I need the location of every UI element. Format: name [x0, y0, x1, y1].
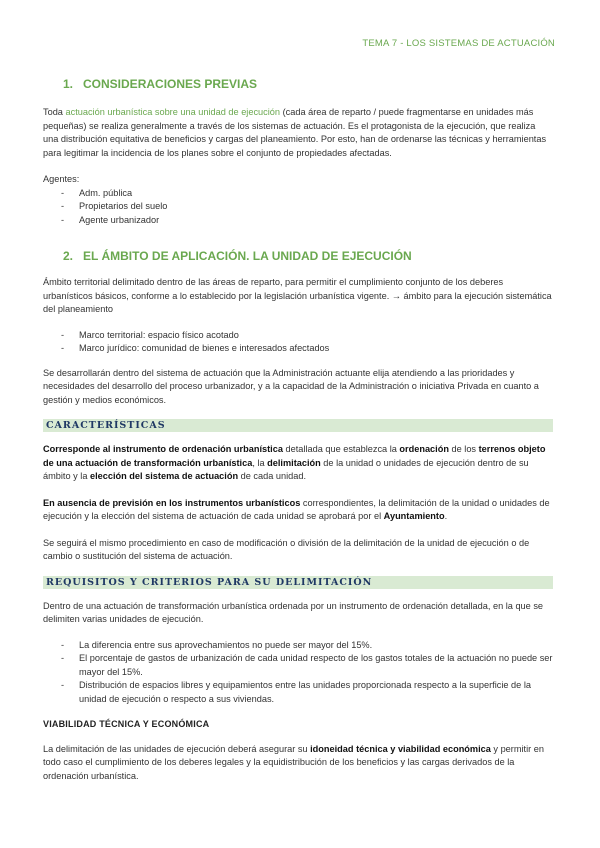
section-2-number: 2.	[63, 249, 74, 263]
list-item	[43, 200, 553, 214]
dash-mark: -	[61, 329, 65, 340]
viabilidad-paragraph	[43, 743, 553, 784]
dash-mark: -	[61, 201, 65, 211]
caracteristicas-p2	[43, 497, 553, 524]
body-text: y permitir en todo caso el cumplimiento de los deberes legales y la equidistribución de los beneficios y las cargas derivados de la ordenación urbanística.	[43, 743, 544, 781]
bold-text: elección del sistema de actuación	[89, 471, 239, 481]
body-text: correspondientes, la delimitación de la unidad o unidades de ejecución y la elección del sistema de actuación de cada unidad se aprobará por el	[43, 497, 550, 521]
list-item	[43, 639, 553, 653]
dash-mark: -	[61, 639, 65, 650]
section-1-number: 1.	[63, 77, 74, 91]
dash-mark: -	[61, 187, 65, 198]
unit-definition: Ámbito territorial delimitado dentro de las áreas de reparto, para permitir el cumplimiento conjunto de los deberes urbanísticos básicos, conforme a lo establecido por la legislación urbanística vigente. → ámbito para la ejecución sistemática del planeamiento	[43, 277, 552, 314]
caracteristicas-band: CARACTERÍSTICAS	[43, 419, 553, 432]
body-text: , la	[252, 457, 268, 468]
bold-text: idoneidad técnica y viabilidad económica	[310, 743, 491, 754]
intro-text-pre: Toda	[43, 107, 66, 117]
list-item-text: Propietarios del suelo	[79, 201, 168, 211]
list-item	[43, 187, 553, 201]
frames-list	[43, 329, 553, 356]
list-item	[43, 652, 553, 679]
running-header: TEMA 7 - LOS SISTEMAS DE ACTUACIÓN	[362, 38, 555, 49]
viabilidad-heading: VIABILIDAD TÉCNICA Y ECONÓMICA	[43, 719, 210, 729]
body-text: de los	[448, 444, 479, 454]
intro-text-post: (cada área de reparto / puede fragmentarse en unidades más pequeñas) se realiza generalmente a través de los sistemas de actuación. Es el protagonista de la ejecución, que realiza una distribución equitativa de beneficios y cargas del planeamiento. Por esto, han de ordenarse las técnicas y herramientas para legitimar la incidencia de los planes sobre el conjunto de propiedades afectadas.	[43, 107, 547, 158]
requisitos-band: REQUISITOS Y CRITERIOS PARA SU DELIMITACIÓN	[43, 576, 553, 589]
section-1-intro	[43, 106, 553, 160]
bold-text: terrenos objeto de una actuación de transformación urbanística	[43, 444, 546, 468]
development-paragraph: Se desarrollarán dentro del sistema de actuación que la Administración actuante elija atendiendo a las prioridades y necesidades del desarrollo del proceso urbanizador, y a la capacidad de la Administración o iniciativa Privada en cuanto a gestión y medios económicos.	[43, 367, 539, 405]
body-text: La delimitación de las unidades de ejecución deberá asegurar su	[43, 743, 311, 754]
dash-mark: -	[61, 680, 65, 690]
requisitos-list	[43, 639, 553, 707]
section-1-heading	[63, 76, 553, 92]
list-item-text: Adm. pública	[79, 187, 133, 198]
bold-text: Corresponde al instrumento de ordenación urbanística	[43, 444, 283, 454]
dash-mark: -	[61, 653, 65, 663]
section-2-heading	[63, 248, 553, 264]
section-2-title: EL ÁMBITO DE APLICACIÓN. LA UNIDAD DE EJECUCIÓN	[83, 249, 412, 263]
list-item-text: El porcentaje de gastos de urbanización de cada unidad respecto de los gastos totales de la actuación no puede ser mayor del 15%.	[79, 653, 553, 677]
dash-mark: -	[61, 343, 65, 353]
body-text: .	[444, 511, 448, 521]
bold-text: Ayuntamiento	[383, 511, 445, 521]
caracteristicas-p3: Se seguirá el mismo procedimiento en caso de modificación o división de la delimitación de la unidad de ejecución o de cambio o sustitución del sistema de actuación.	[43, 537, 530, 561]
list-item	[43, 342, 553, 356]
page-content	[43, 76, 553, 783]
dash-mark: -	[61, 214, 65, 225]
agents-list	[43, 187, 553, 228]
intro-highlight: actuación urbanística sobre una unidad de ejecución	[65, 107, 281, 117]
body-text: de cada unidad.	[238, 471, 307, 481]
list-item	[43, 214, 553, 228]
list-item	[43, 329, 553, 343]
caracteristicas-p1	[43, 443, 553, 484]
list-item-text: Marco jurídico: comunidad de bienes e interesados afectados	[79, 343, 330, 353]
body-text: de la unidad o unidades de ejecución dentro de su ámbito y la	[43, 457, 529, 481]
agents-label: Agentes:	[43, 174, 80, 184]
requisitos-intro: Dentro de una actuación de transformación urbanística ordenada por un instrumento de ordenación detallada, en la que se delimiten varias unidades de ejecución.	[43, 600, 544, 624]
list-item-text: Distribución de espacios libres y equipamientos entre las unidades proporcionada respecto a la superficie de la unidad de ejecución o respecto a sus viviendas.	[79, 680, 531, 704]
bold-text: ordenación	[399, 444, 449, 454]
list-item-text: Agente urbanizador	[79, 214, 160, 225]
bold-text: delimitación	[267, 457, 321, 468]
list-item-text: La diferencia entre sus aprovechamientos no puede ser mayor del 15%.	[79, 639, 373, 650]
bold-text: En ausencia de previsión en los instrumentos urbanísticos	[43, 497, 301, 508]
list-item	[43, 679, 553, 706]
list-item-text: Marco territorial: espacio físico acotado	[79, 329, 239, 340]
body-text: detallada que establezca la	[282, 444, 400, 454]
section-1-title: CONSIDERACIONES PREVIAS	[83, 77, 258, 91]
